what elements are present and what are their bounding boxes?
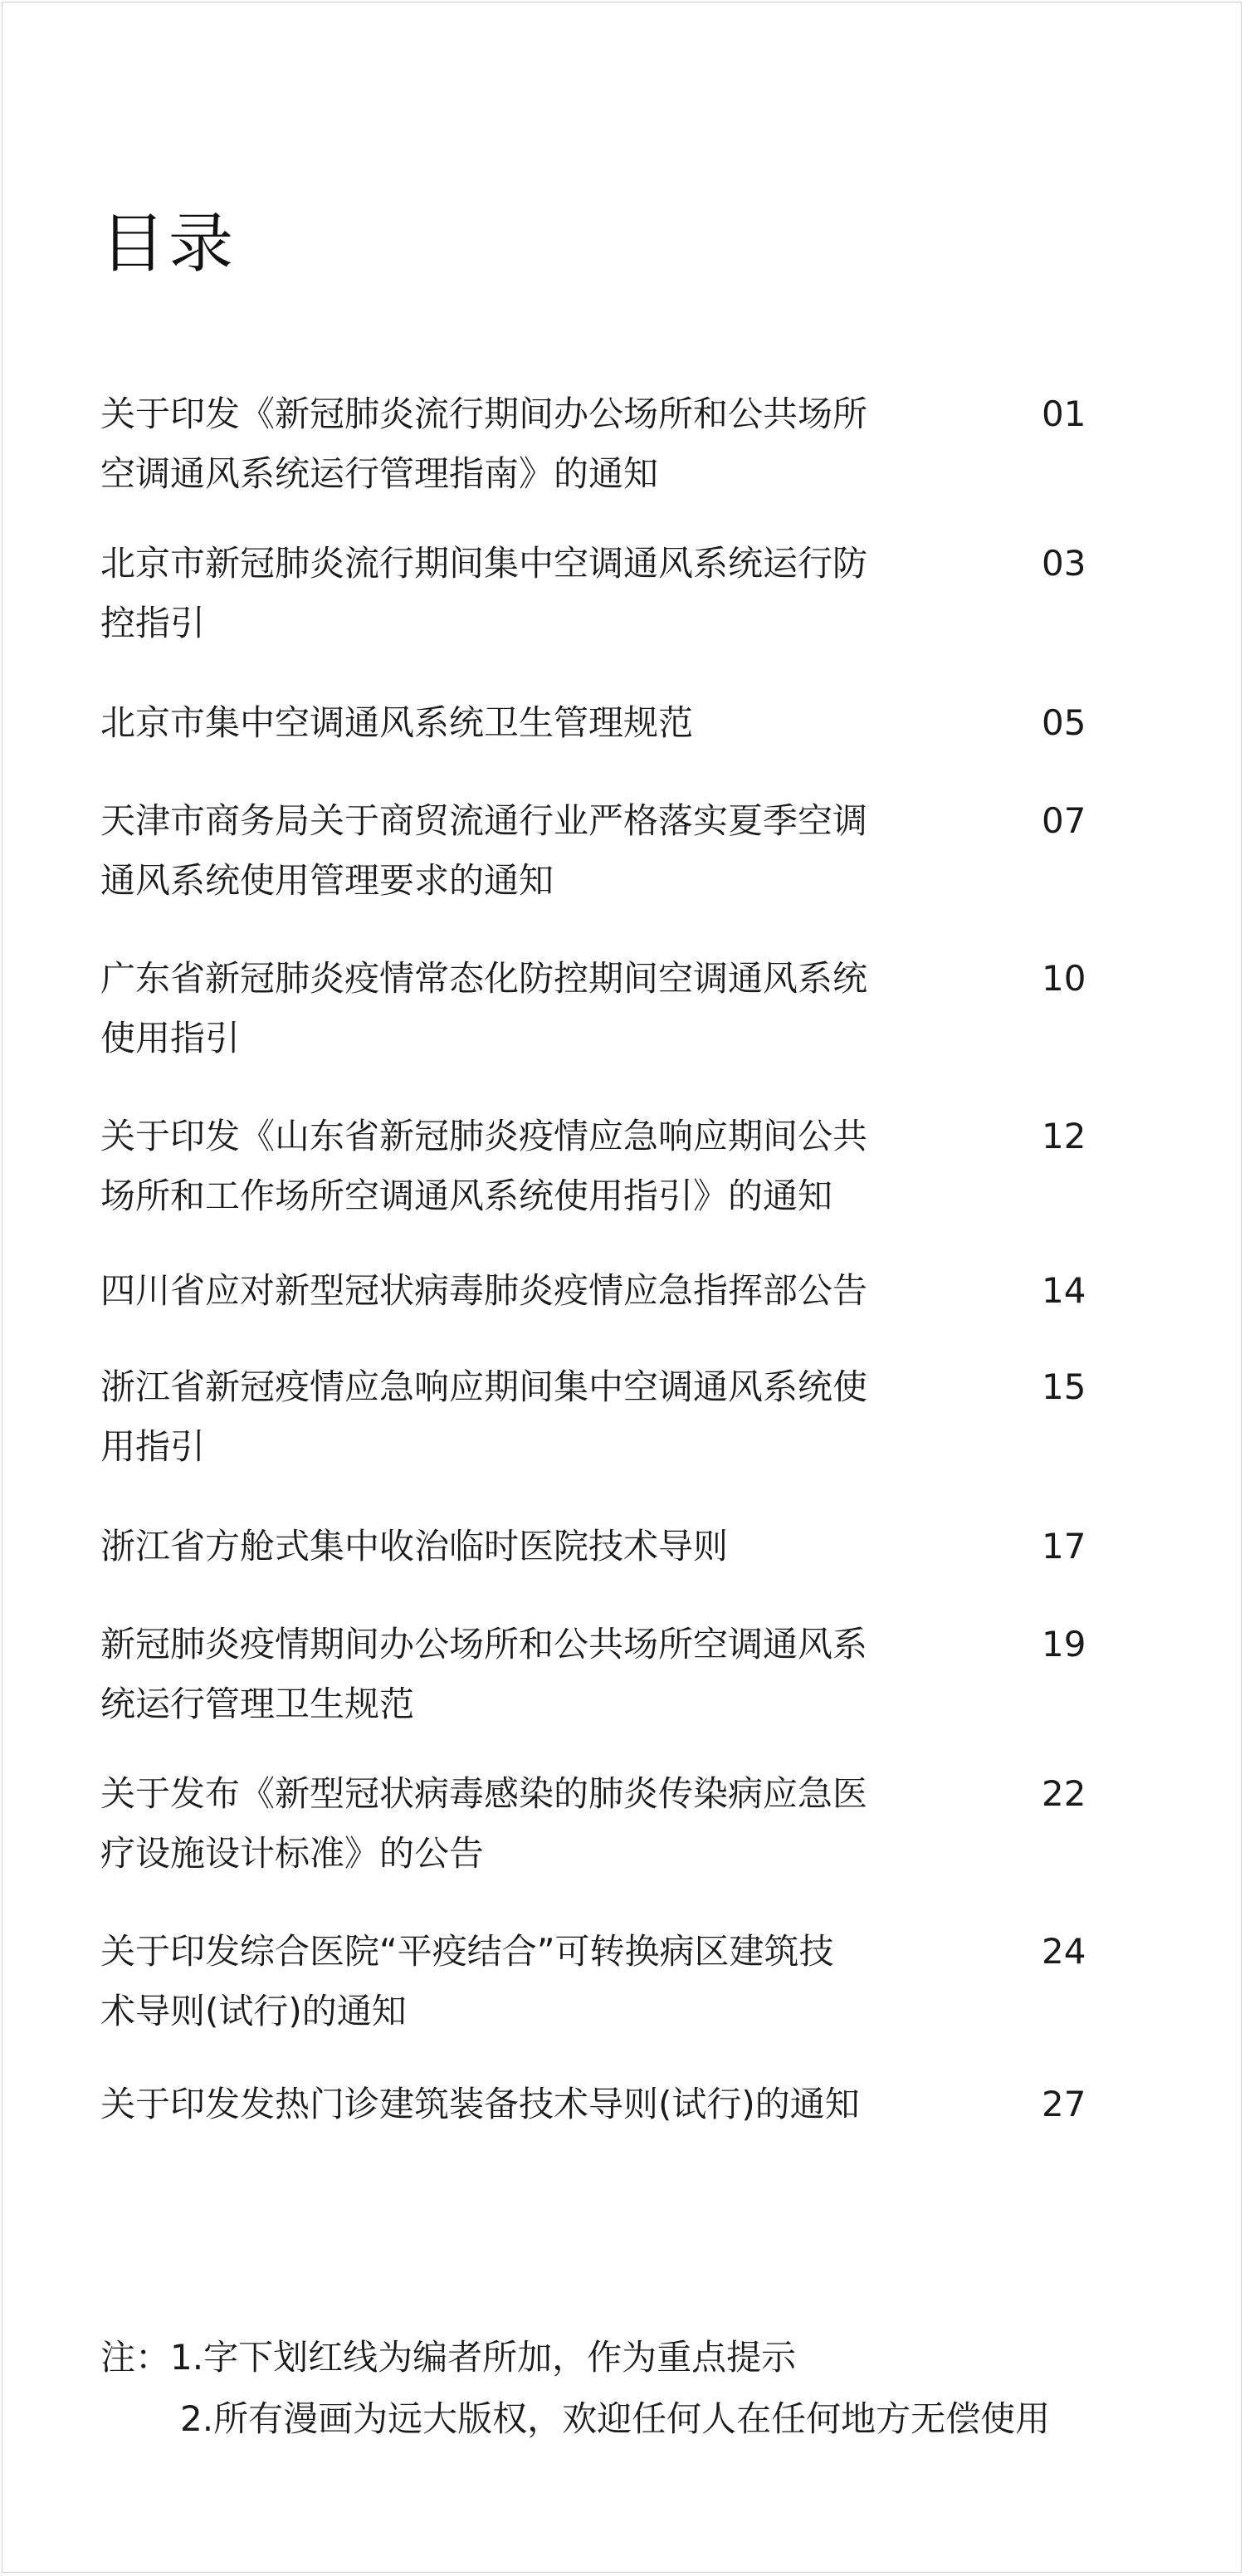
toc-entry-page: 15 bbox=[1042, 1366, 1086, 1407]
toc-entry-title: 浙江省新冠疫情应急响应期间集中空调通风系统使 用指引 bbox=[100, 1366, 868, 1467]
toc-entry-page: 14 bbox=[1042, 1270, 1086, 1311]
toc-entry-page: 10 bbox=[1042, 958, 1086, 999]
footnote-line: 注：1.字下划红线为编者所加，作为重点提示 bbox=[100, 2337, 797, 2378]
toc-entry-title: 四川省应对新型冠状病毒肺炎疫情应急指挥部公告 bbox=[100, 1270, 868, 1311]
footnote-line: 2.所有漫画为远大版权，欢迎任何人在任何地方无偿使用 bbox=[180, 2398, 1051, 2439]
toc-entry-page: 05 bbox=[1042, 702, 1086, 743]
toc-entry-title: 北京市集中空调通风系统卫生管理规范 bbox=[100, 702, 694, 743]
toc-entry-title: 关于印发发热门诊建筑装备技术导则(试行)的通知 bbox=[100, 2084, 860, 2124]
toc-entry-title: 新冠肺炎疫情期间办公场所和公共场所空调通风系 统运行管理卫生规范 bbox=[100, 1624, 868, 1724]
toc-entry-page: 24 bbox=[1042, 1931, 1086, 1972]
toc-entry-title: 广东省新冠肺炎疫情常态化防控期间空调通风系统 使用指引 bbox=[100, 958, 868, 1058]
toc-entry-title: 关于印发综合医院“平疫结合”可转换病区建筑技 术导则(试行)的通知 bbox=[100, 1931, 834, 2031]
toc-entry-page: 03 bbox=[1042, 543, 1086, 584]
toc-entry-page: 19 bbox=[1042, 1624, 1086, 1664]
page-title: 目录 bbox=[100, 207, 237, 282]
toc-entry-title: 关于印发《山东省新冠肺炎疫情应急响应期间公共 场所和工作场所空调通风系统使用指引》的通知 bbox=[100, 1116, 868, 1216]
toc-entry-title: 关于印发《新冠肺炎流行期间办公场所和公共场所 空调通风系统运行管理指南》的通知 bbox=[100, 393, 868, 494]
toc-entry-title: 浙江省方舱式集中收治临时医院技术导则 bbox=[100, 1526, 729, 1567]
toc-entry-page: 22 bbox=[1042, 1773, 1086, 1814]
footnote bbox=[100, 2327, 1050, 2450]
toc-entry-title: 天津市商务局关于商贸流通行业严格落实夏季空调 通风系统使用管理要求的通知 bbox=[100, 800, 868, 901]
toc-entry-page: 17 bbox=[1042, 1526, 1086, 1567]
toc-entry-page: 01 bbox=[1042, 393, 1086, 434]
toc-entry-page: 27 bbox=[1042, 2084, 1086, 2124]
toc-entry-page: 07 bbox=[1042, 800, 1086, 841]
document-page bbox=[2, 2, 1242, 2573]
toc-entry-title: 北京市新冠肺炎流行期间集中空调通风系统运行防 控指引 bbox=[100, 543, 868, 643]
toc-entry-title: 关于发布《新型冠状病毒感染的肺炎传染病应急医 疗设施设计标准》的公告 bbox=[100, 1773, 868, 1874]
toc-entry-page: 12 bbox=[1042, 1116, 1086, 1156]
